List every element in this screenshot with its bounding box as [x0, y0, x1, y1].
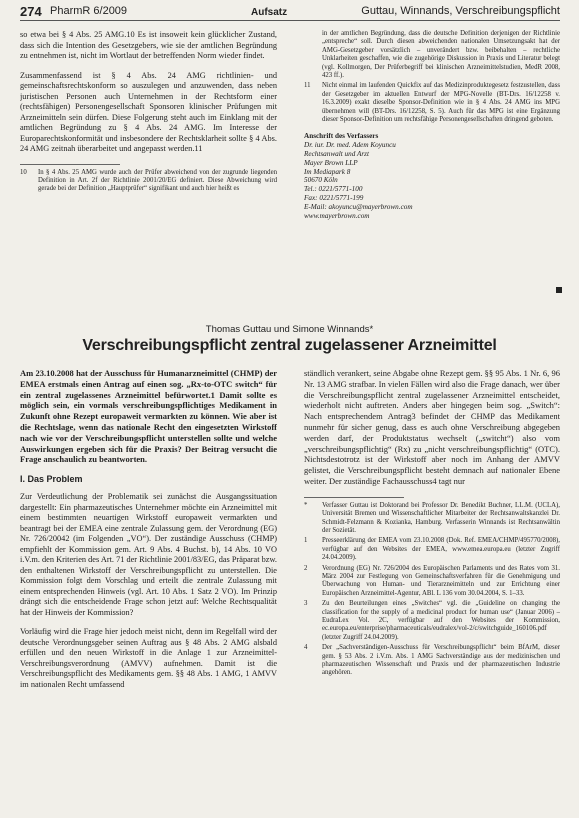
- address-heading: Anschrift des Verfassers: [304, 132, 379, 141]
- footnote: * Verfasser Guttau ist Doktorand bei Professor Dr. Benedikt Buchner, LL.M. (UCLA), Universität Bremen und Wissenschaftlicher Mitarbeiter der Rechtsanwaltskanzlei Dr. Schmidt-Felzmann & Kozianka, Hamburg. Verfasserin Winnands ist Rechtsanwältin der Sozietät.: [304, 501, 560, 534]
- paragraph: ständlich verankert, seine Abgabe ohne Rezept gem. §§ 95 Abs. 1 Nr. 6, 96 Nr. 13 AMG strafbar. In vielen Fällen wird also die Frage danach, wer über die Verschreibungspflicht zentral zugelassener Arzneimittel entscheidet, wiederholt nicht auftreten. Anders aber hingegen beim sog. „Switch“: Nach entsprechendem Antrag3 befindet der CHMP das Medikament nunmehr für sicher genug, dass es auch ohne Verschreibung abgegeben werden darf, der Produktstatus wechselt („switcht“) also vom „verschreibungspflichtig“ (Rx) zu „nicht verschreibungspflichtig“ (OTC). Nichtsdestotrotz ist der Wirkstoff aber noch im Anhang der AMVV gelistet, die Verschreibungspflicht besteht demnach auf nationaler Ebene weiter. Der zuständige Fachausschuss4 tagt nur: [304, 368, 560, 486]
- website-link[interactable]: www.mayerbrown.com: [304, 211, 370, 220]
- footnote: 11 Nicht einmal im laufenden Quickfix auf das Medizinproduktegesetz festzustellen, dass der Gesetzgeber im aktuellen Entwurf der MPG-Novelle (BT-Drs. 16/12258 v. 16.3.2009) exakt dieselbe Sponsor-Definition wie in § 4 Abs. 24 AMG ins MPG übernehmen will (BT-Drs. 16/12258, S. 5). Auch für das MPG ist eine Ergänzung dieser Sponsor-Definition um rechtsfähige Personengesellschaften dringend geboten.: [304, 82, 560, 124]
- article-title: Verschreibungspflicht zentral zugelassener Arzneimittel: [82, 337, 497, 354]
- end-of-article-mark: [556, 287, 562, 293]
- paragraph: Zusammenfassend ist § 4 Abs. 24 AMG richtlinien- und gemeinschaftsrechtskonform so auszulegen und anzuwenden, dass neben juristischen Personen auch Unternehmen in der Rechtsform einer (rechtsfähigen) Personengesellschaft Sponsoren klinischer Prüfungen mit Arzneimitteln sein dürfen. Diese Folgerung steht auch im Einklang mit der amtlichen Begründung zu § 4 Abs. 24 AMG. Im Interesse der Europarechtskonformität und insbesondere der Rechtsklarheit sollte § 4 Abs. 24 AMG zeitnah überarbeitet und angepasst werden.11: [20, 70, 277, 153]
- footnote: 1 Presseerklärung der EMEA vom 23.10.2008 (Dok. Ref. EMEA/CHMP/495770/2008), verfügbar auf den Websites der EMEA, www.emea.europa.eu (letzter Zugriff 24.04.2009).: [304, 537, 560, 562]
- paragraph: so etwa bei § 4 Abs. 25 AMG.10 Es ist insoweit kein glücklicher Zustand, dass sich die Intention des Gesetzgebers, wie sie der amtlichen Begründung zu entnehmen ist, nicht im Wortlaut der betreffenden Norm wieder findet.: [20, 30, 277, 60]
- footnote-rule: [20, 164, 120, 165]
- footnote: 10 In § 4 Abs. 25 AMG wurde auch der Prüfer abweichend von der zugrunde liegenden Definition in Art. 2f der Richtlinie 2001/20/EG definiert. Diese Abweichung wird gerade bei der Definition „Hauptprüfer“ signifikant und auch hier heißt es: [20, 168, 277, 193]
- page-number: 274: [20, 4, 42, 19]
- footnote: 2 Verordnung (EG) Nr. 726/2004 des Europäischen Parlaments und des Rates vom 31. März 2004 zur Festlegung von Gemeinschaftsverfahren für die Genehmigung und Überwachung von Human- und Tierarzneimitteln und zur Errichtung einer Europäischen Arzneimittel-Agentur, ABl. L 136 vom 30.04.2004, S. 1–33.: [304, 564, 560, 597]
- paragraph: Zur Verdeutlichung der Problematik sei zunächst die Ausgangssituation dargestellt: Ein pharmazeutisches Unternehmer möchte ein Arzneimittel mit einem bestimmten neuartigen Wirkstoff europaweit vermarkten und beantragt bei der EMEA eine zentrale Zulassung gem. der Verordnung (EG) Nr. 726/20042 (im Folgenden „VO“). Der zuständige Ausschuss (CHMP) empfiehlt der Kommission gem. Art. 9 Abs. 4 Buchst. b), 14 Abs. 10 VO i.V.m. den Kriterien des Art. 71 der Richtlinie 2001/83/EG, das Präparat bzw. den enthaltenen Wirkstoff der Verschreibungspflicht zu unterstellen. Die Kommission folgt dem Vorschlag und erteilt die zentrale Zulassung mit einem entsprechenden Hinweis (vgl. Art. 10 Abs. 1 Satz 2 VO). Im Prinzip drängt sich die entscheidende Frage schon jetzt auf: Welche Rechtsqualität hat der Hinweis der Kommission?: [20, 492, 277, 617]
- address-line: Dr. iur. Dr. med. Adem Koyuncu: [304, 141, 396, 150]
- section-label: Aufsatz: [251, 7, 288, 18]
- address-line: Tel.: 0221/5771-100: [304, 185, 363, 194]
- author-address: [304, 132, 560, 220]
- prev-article-right-column: [304, 30, 560, 302]
- abstract: Am 23.10.2008 hat der Ausschuss für Humanarzneimittel (CHMP) der EMEA erstmals einen Antrag auf einen sog. „Rx-to-OTC switch“ für ein zentral zugelassenes Arzneimittel befürwortet.1 Damit sollte es möglich sein, ein vormals verschreibungspflichtiges Medikament in Zukunft ohne Rezept europaweit vermarkten zu können. Wie aber ist die Rechtslage, wenn das nationale Recht den eingesetzten Wirkstoff nach wie vor der Verschreibungspflicht unterstellen sollte und welche Auswirkungen ergeben sich für die Praxis? Der Beitrag versucht die Frage anschaulich zu beantworten.: [20, 368, 277, 465]
- prev-article-left-column: [20, 30, 277, 302]
- address-line: Rechtsanwalt und Arzt: [304, 150, 369, 159]
- header-rule: [20, 20, 560, 21]
- email-link[interactable]: E-Mail: akoyuncu@mayerbrown.com: [304, 202, 413, 211]
- paragraph: Vorläufig wird die Frage hier jedoch meist nicht, denn im Regelfall wird der deutsche Verordnungsgeber seinen Auftrag aus § 48 Abs. 2 AMG alsbald erfüllen und den neuen Wirkstoff in die Anlage 1 zur Arzneimittel-Verschreibungsverordnung (AMVV) aufnehmen. Damit ist die Verschreibungspflicht des Medikaments gem. §§ 48 Abs. 1 AMG, 1 AMVV im nationalen Recht umfassend: [20, 627, 277, 689]
- footnote: 4 Der „Sachverständigen-Ausschuss für Verschreibungspflicht“ beim BfArM, dieser gem. § 53 Abs. 2 i.V.m. Abs. 1 AMG Sachverständige aus der medizinischen und pharmazeutischen Wissenschaft und Praxis und der pharmazeutischen Industrie angehören.: [304, 644, 560, 677]
- section-heading: I. Das Problem: [20, 474, 83, 485]
- address-line: Im Mediapark 8: [304, 167, 351, 176]
- footnote-rule: [304, 497, 404, 498]
- footnote: in der amtlichen Begründung, dass die deutsche Definition derjenigen der Richtlinie „entspreche“ soll. Durch diesen abweichenden nationalen Umsetzungsakt hat der AMG-Gesetzgeber vorsätzlich – unverändert bzw. beibehalten – rechtliche Unklarheiten geschaffen, wie die zugehörige Diskussion in Praxis und Literatur belegt (vgl. Kollmorgen, Der Prüferbegriff bei klinischen Arzneimittelstudien, MedR 2008, 423 ff.).: [322, 30, 560, 80]
- footnote: 3 Zu den Beurteilungen eines „Switches“ vgl. die „Guideline on changing the classification for the supply of a medicinal product for human use“ (Januar 2006) – EudraLex Vol. 2C, verfügbar auf den Websites der Kommission, ec.europa.eu/enterprise/pharmaceuticals/eudralex/vol-2/c/switchguide_160106.pdf (letzter Zugriff 24.04.2009).: [304, 600, 560, 641]
- article-authors: Thomas Guttau und Simone Winnands*: [205, 324, 374, 335]
- article-right-column: [304, 368, 560, 812]
- article-left-column: [20, 368, 277, 812]
- journal-name: PharmR 6/2009: [50, 5, 128, 17]
- address-line: Mayer Brown LLP: [304, 158, 358, 167]
- address-line: 50670 Köln: [304, 176, 338, 185]
- running-title: Guttau, Winnands, Verschreibungspflicht: [361, 5, 560, 17]
- address-line: Fax: 0221/5771-199: [304, 194, 364, 203]
